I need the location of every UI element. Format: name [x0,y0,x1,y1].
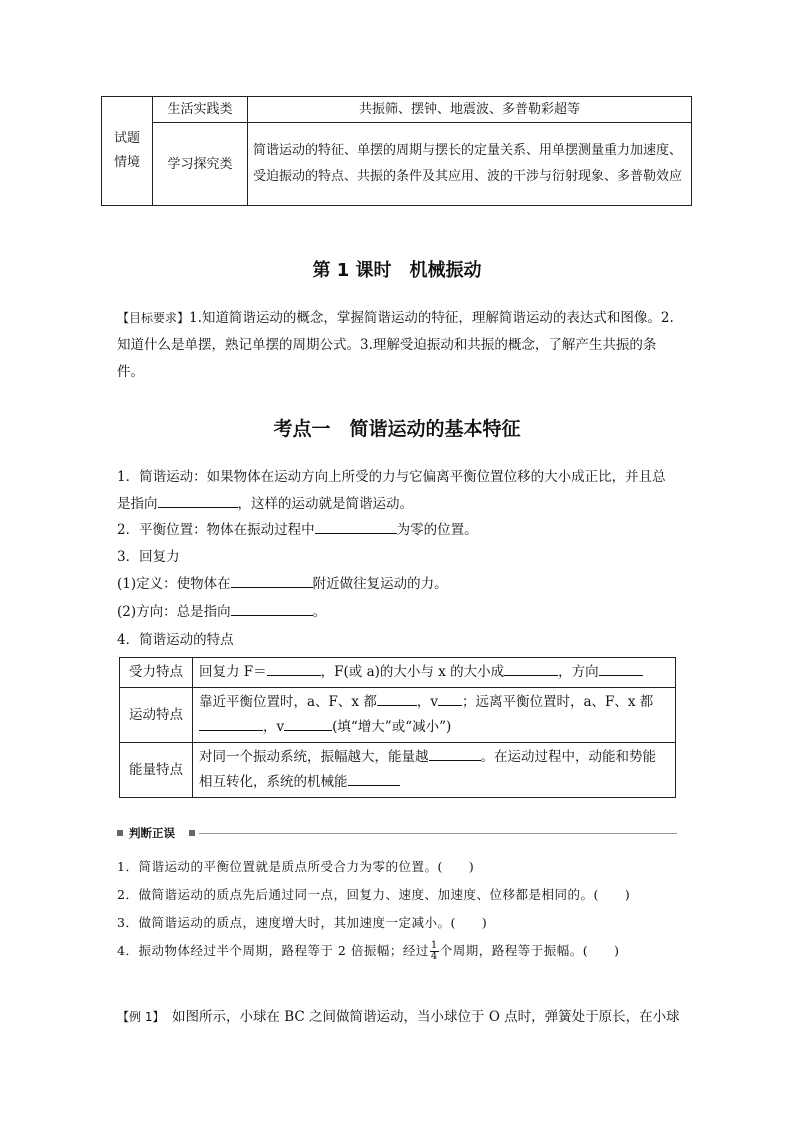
judge-item-1: 1．简谐运动的平衡位置就是质点所受合力为零的位置。( ) [117,859,475,874]
fill-blank[interactable] [199,715,263,731]
feature-table [119,657,676,798]
objectives [117,305,679,386]
example-text: 如图所示，小球在 BC 之间做简谐运动，当小球位于 O 点时，弹簧处于原长，在小球 [171,1009,680,1025]
objectives-text: 1.知道简谐运动的概念，掌握简谐运动的特征，理解简谐运动的表达式和图像。2.知道什么是单摆，熟记单摆的周期公式。3.理解受迫振动和共振的概念，了解产生共振的条件。 [117,310,674,380]
judge-item-4: 4．振动物体经过半个周期，路程等于 2 倍振幅；经过 $\frac{1}{4}$ 个周期，路程等于振幅。( ) [117,940,620,962]
lesson-title: 第 1 课时 机械振动 [312,260,482,281]
item-1b: 是指向 ，这样的运动就是简谐运动。 [117,491,677,517]
feature-label: 运动特点 [120,688,193,743]
table-row-header: 试题 情境 [102,97,153,206]
item-2: 2．平衡位置：物体在振动过程中 为零的位置。 [117,517,677,543]
divider [199,833,677,834]
judge-title: 判断正误 [129,826,175,840]
fill-blank[interactable] [377,690,417,706]
judge-item-3: 3．做简谐运动的质点，速度增大时，其加速度一定减小。( ) [117,915,488,930]
fill-blank[interactable] [315,518,397,534]
context-table [101,96,692,206]
fill-blank[interactable] [504,660,558,676]
fill-blank[interactable] [284,715,332,731]
fill-blank[interactable] [429,745,481,761]
feature-label: 受力特点 [120,658,193,688]
fraction: $\frac{1}{4}$ [430,940,438,962]
item-3-1: (1)定义：使物体在 附近做往复运动的力。 [117,571,677,597]
feature-cell: 对同一个振动系统，振幅越大，能量越 。在运动过程中，动能和势能相互转化，系统的机械能 [193,743,676,798]
section-title: 考点一 简谐运动的基本特征 [273,418,521,440]
judge-item-2: 2．做简谐运动的质点先后通过同一点，回复力、速度、加速度、位移都是相同的。( ) [117,887,631,902]
square-bullet-icon [189,830,195,836]
item-3: 3．回复力 [117,549,180,565]
square-bullet-icon [117,830,123,836]
table-cell-content: 共振筛、摆钟、地震波、多普勒彩超等 [248,97,692,123]
example-label: 【例 1】 [117,1010,159,1024]
table-cell-label: 生活实践类 [153,97,248,123]
item-3-2: (2)方向：总是指向 。 [117,599,677,625]
feature-cell: 靠近平衡位置时，a、F、x 都 ，v ；远离平衡位置时，a、F、x 都 ，v (填“增大”或“减小”) [193,688,676,743]
table-cell-content: 简谐运动的特征、单摆的周期与摆长的定量关系、用单摆测量重力加速度、受迫振动的特点、共振的条件及其应用、波的干涉与衍射现象、多普勒效应 [248,123,692,206]
table-cell-label: 学习探究类 [153,123,248,206]
item-1a: 1．简谐运动：如果物体在运动方向上所受的力与它偏离平衡位置位移的大小成正比，并且总 [117,469,666,485]
fill-blank[interactable] [267,660,321,676]
fill-blank[interactable] [599,660,643,676]
feature-label: 能量特点 [120,743,193,798]
judge-header [117,826,677,840]
fill-blank[interactable] [348,770,400,786]
fill-blank[interactable] [158,492,238,508]
fill-blank[interactable] [231,600,313,616]
feature-cell: 回复力 F＝ ，F(或 a)的大小与 x 的大小成 ，方向 [193,658,676,688]
example-1 [117,1004,682,1030]
fill-blank[interactable] [438,690,462,706]
fill-blank[interactable] [231,572,313,588]
objectives-label: 【目标要求】 [117,311,190,325]
item-4: 4．简谐运动的特点 [117,632,234,648]
